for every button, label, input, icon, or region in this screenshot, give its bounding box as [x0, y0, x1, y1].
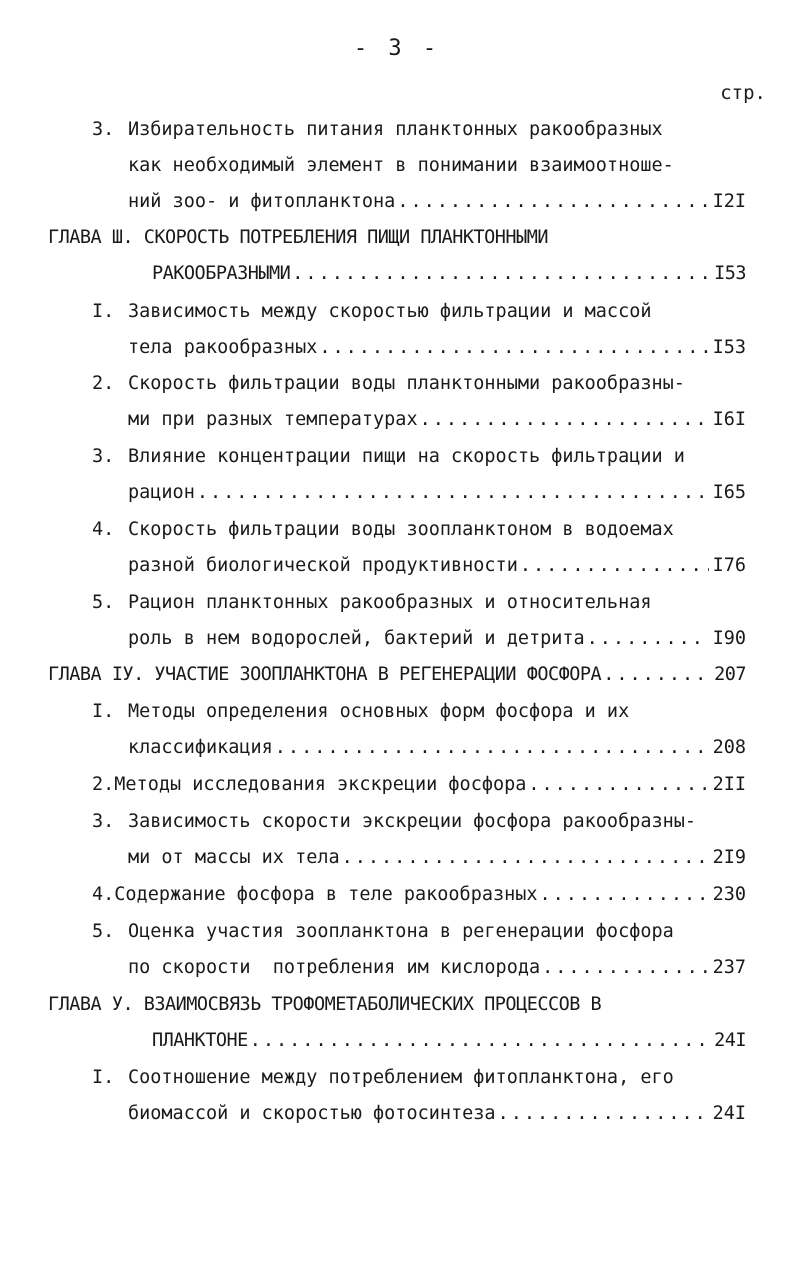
toc-page-number: 24I	[712, 1103, 746, 1124]
toc-entry-line[interactable]	[128, 405, 746, 435]
toc-page-number: I2I	[712, 191, 746, 212]
dot-leader	[197, 478, 709, 508]
toc-item-number: 5.	[92, 921, 115, 942]
toc-entry-line[interactable]	[128, 843, 746, 873]
toc-entry-line[interactable]	[48, 660, 746, 690]
toc-item-line	[92, 115, 663, 145]
toc-entry-line[interactable]	[92, 770, 746, 800]
dot-leader	[342, 843, 709, 873]
toc-item-number: 5.	[92, 592, 115, 613]
toc-item-text: рацион	[128, 482, 195, 503]
toc-item-text: Методы определения основных форм фосфора и их	[128, 701, 630, 722]
toc-item-text: ми от массы их тела	[128, 847, 340, 868]
dot-leader	[540, 880, 709, 910]
dot-leader	[587, 624, 709, 654]
toc-entry-line[interactable]	[128, 1099, 746, 1129]
toc-entry-line[interactable]	[152, 259, 746, 289]
toc-item-text: Скорость фильтрации воды зоопланктоном в водоемах	[128, 519, 674, 540]
toc-item-text: классификация	[128, 737, 273, 758]
toc-item-text: Рацион планктонных ракообразных и относительная	[128, 592, 652, 613]
chapter-title: ГЛАВА IУ. УЧАСТИЕ ЗООПЛАНКТОНА В РЕГЕНЕРАЦИИ ФОСФОРА	[48, 664, 602, 685]
dot-leader	[528, 770, 708, 800]
toc-entry-line[interactable]	[128, 624, 746, 654]
toc-item-number: 3.	[92, 119, 115, 140]
toc-item-text: ми при разных температурах	[128, 409, 418, 430]
toc-page-number: I90	[712, 628, 746, 649]
toc-item-text: роль в нем водорослей, бактерий и детрита	[128, 628, 585, 649]
toc-item-number: 2.	[92, 373, 115, 394]
dot-leader	[498, 1099, 709, 1129]
toc-item-number: 4.	[92, 884, 115, 905]
toc-page-number: I65	[712, 482, 746, 503]
toc-page-number: I76	[712, 555, 746, 576]
dot-leader	[603, 660, 710, 690]
chapter-title: ГЛАВА Ш. СКОРОСТЬ ПОТРЕБЛЕНИЯ ПИЩИ ПЛАНКТОННЫМИ	[48, 227, 548, 248]
dot-leader	[250, 1026, 710, 1056]
dot-leader	[319, 333, 708, 363]
toc-page-number: 230	[712, 884, 746, 905]
dot-leader	[542, 953, 708, 983]
toc-item-number: 2.	[92, 774, 115, 795]
chapter-title: РАКООБРАЗНЫМИ	[152, 263, 291, 284]
toc-item-line	[128, 151, 674, 181]
toc-item-text: Соотношение между потреблением фитопланктона, его	[128, 1067, 674, 1088]
toc-entry-line[interactable]	[128, 478, 746, 508]
toc-entry-line[interactable]	[128, 187, 746, 217]
toc-item-text: Оценка участия зоопланктона в регенерации фосфора	[128, 921, 674, 942]
toc-item-text: Влияние концентрации пищи на скорость фильтрации и	[128, 446, 685, 467]
toc-item-line	[92, 297, 651, 327]
toc-page-number: I53	[714, 263, 746, 284]
toc-item-text: Зависимость между скоростью фильтрации и массой	[128, 301, 652, 322]
toc-item-line	[92, 697, 629, 727]
toc-page-number: 207	[714, 664, 746, 685]
toc-page-number: 24I	[714, 1030, 746, 1051]
toc-page-number: I6I	[712, 409, 746, 430]
toc-item-number: 4.	[92, 519, 115, 540]
toc-item-text: Зависимость скорости экскреции фосфора ракообразны-	[128, 811, 697, 832]
toc-item-line	[92, 1063, 674, 1093]
chapter-heading	[48, 990, 601, 1020]
toc-item-line	[92, 917, 674, 947]
toc-entry-line[interactable]	[128, 551, 746, 581]
toc-page-number: 2I9	[712, 847, 746, 868]
toc-item-number: 3.	[92, 446, 115, 467]
toc-item-number: I.	[92, 701, 115, 722]
toc-item-line	[92, 369, 685, 399]
chapter-title: ПЛАНКТОНЕ	[152, 1030, 248, 1051]
toc-item-text: биомассой и скоростью фотосинтеза	[128, 1103, 496, 1124]
toc-item-line	[92, 515, 674, 545]
dot-leader	[397, 187, 708, 217]
toc-item-text: тела ракообразных	[128, 337, 318, 358]
toc-item-number: I.	[92, 301, 115, 322]
chapter-title: ГЛАВА У. ВЗАИМОСВЯЗЬ ТРОФОМЕТАБОЛИЧЕСКИХ ПРОЦЕССОВ В	[48, 994, 602, 1015]
toc-item-text: Скорость фильтрации воды планктонными ракообразны-	[128, 373, 685, 394]
toc-item-number: I.	[92, 1067, 115, 1088]
toc-item-text: разной биологической продуктивности	[128, 555, 518, 576]
toc-item-text: Избирательность питания планктонных ракообразных	[128, 119, 663, 140]
toc-item-text: по скорости потребления им кислорода	[128, 957, 541, 978]
toc-item-text: ний зоо- и фитопланктона	[128, 191, 396, 212]
toc-entry-line[interactable]	[92, 880, 746, 910]
toc-entry-line[interactable]	[128, 333, 746, 363]
toc-item-number: 3.	[92, 811, 115, 832]
page-number: - 3 -	[353, 36, 441, 61]
toc-item-text: как необходимый элемент в понимании взаимоотноше-	[128, 155, 674, 176]
toc-entry-line[interactable]	[152, 1026, 746, 1056]
toc-entry-line[interactable]	[128, 953, 746, 983]
dot-leader	[292, 259, 710, 289]
dot-leader	[275, 733, 709, 763]
toc-item-line	[92, 588, 651, 618]
toc-item-line	[92, 807, 696, 837]
toc-page-number: I53	[712, 337, 746, 358]
toc-item-text: Методы исследования экскреции фосфора	[114, 774, 527, 795]
page-column-label: стр.	[720, 82, 766, 104]
dot-leader	[520, 551, 709, 581]
toc-entry-line[interactable]	[128, 733, 746, 763]
toc-page-number: 2II	[712, 774, 746, 795]
chapter-heading	[48, 223, 548, 253]
dot-leader	[420, 405, 709, 435]
toc-item-text: Содержание фосфора в теле ракообразных	[114, 884, 538, 905]
toc-page-number: 237	[712, 957, 746, 978]
toc-page-number: 208	[712, 737, 746, 758]
toc-item-line	[92, 442, 685, 472]
